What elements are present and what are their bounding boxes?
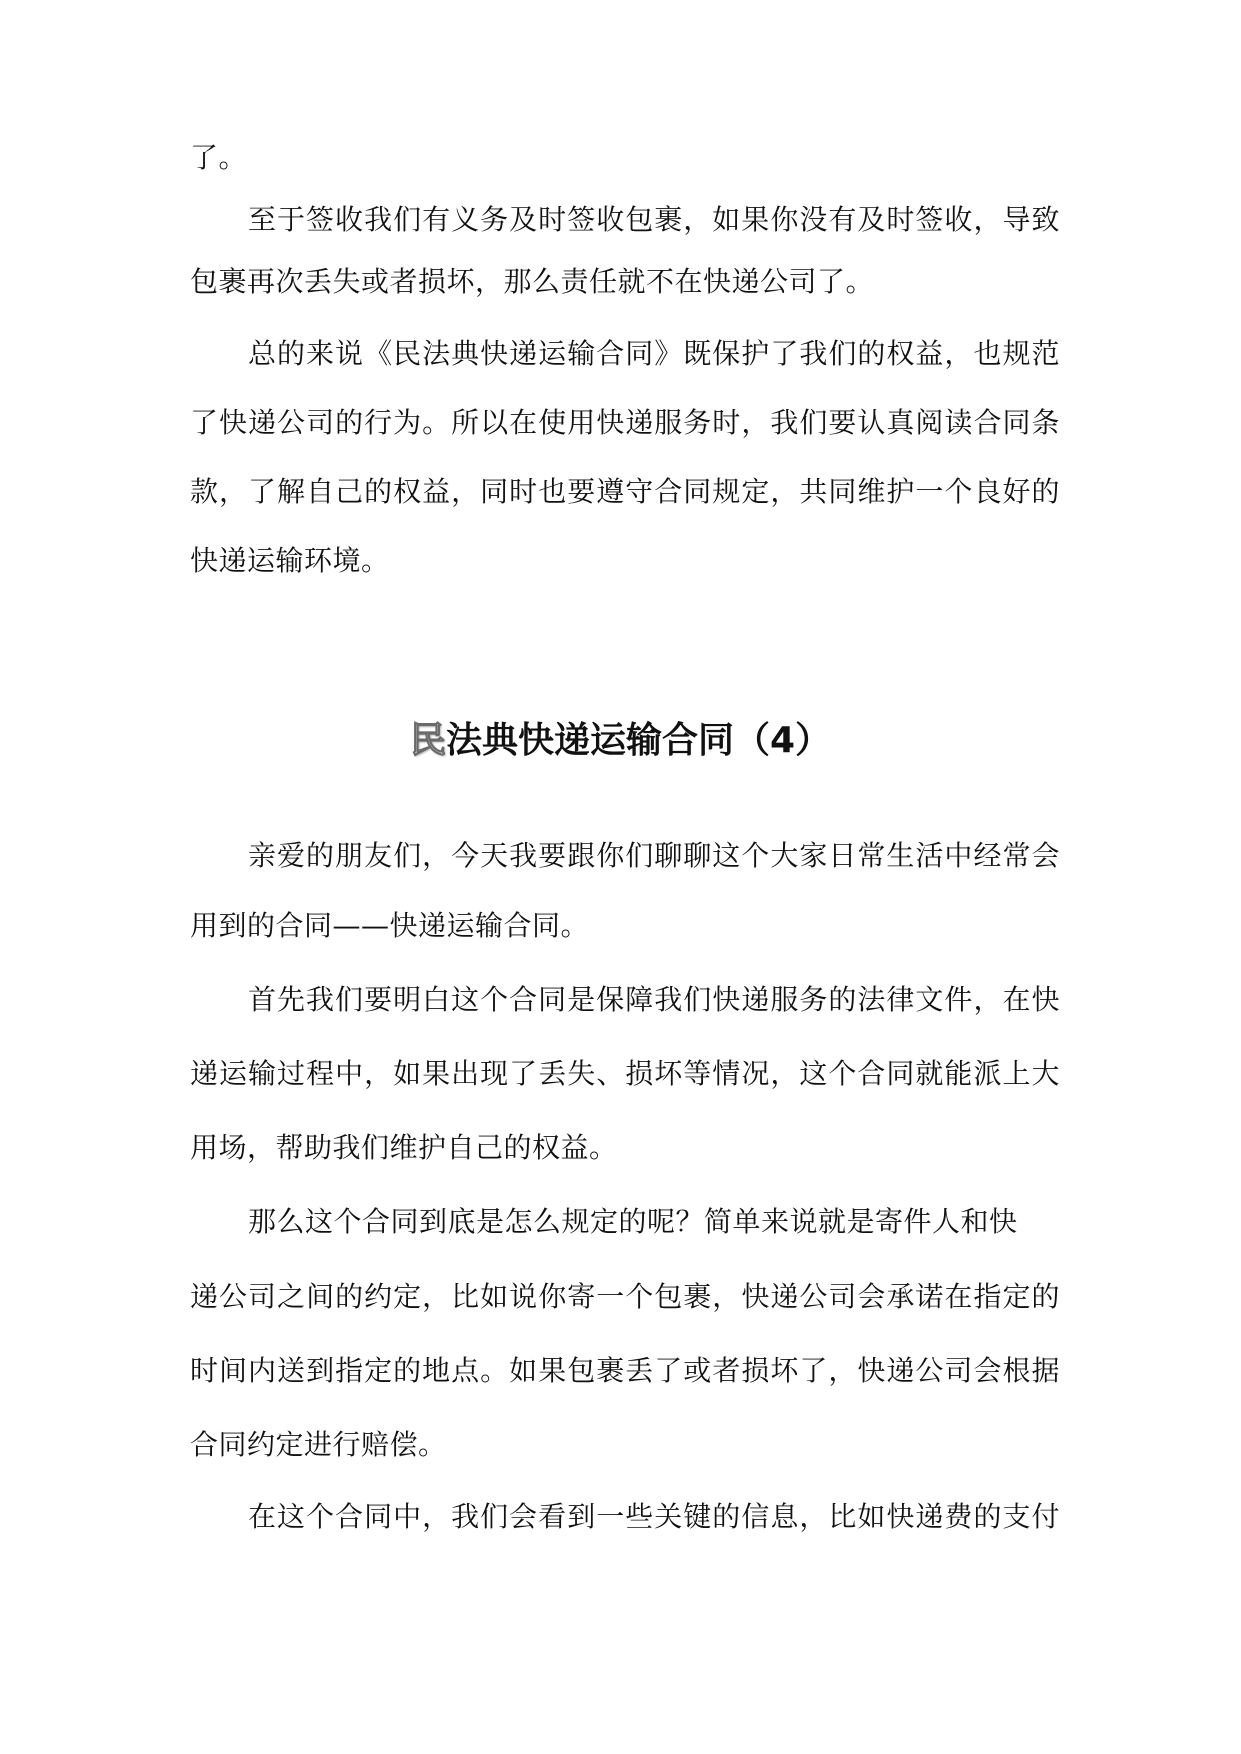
paragraph-line: 合同约定进行赔偿。 bbox=[190, 1428, 447, 1461]
paragraph-line: 在这个合同中，我们会看到一些关键的信息，比如快递费的支付 bbox=[248, 1500, 1060, 1533]
paragraph-line: 递运输过程中，如果出现了丢失、损坏等情况，这个合同就能派上大 bbox=[190, 1057, 1060, 1090]
section-heading bbox=[0, 719, 1241, 763]
paragraph-line: 至于签收我们有义务及时签收包裹，如果你没有及时签收，导致 bbox=[248, 203, 1060, 236]
paragraph-line: 递公司之间的约定，比如说你寄一个包裹，快递公司会承诺在指定的 bbox=[190, 1280, 1060, 1313]
paragraph-line: 亲爱的朋友们，今天我要跟你们聊聊这个大家日常生活中经常会 bbox=[248, 839, 1060, 872]
paragraph-line: 包裹再次丢失或者损坏，那么责任就不在快递公司了。 bbox=[190, 265, 875, 298]
paragraph-line: 款，了解自己的权益，同时也要遵守合同规定，共同维护一个良好的 bbox=[190, 475, 1060, 508]
paragraph-line: 用场，帮助我们维护自己的权益。 bbox=[190, 1131, 618, 1164]
paragraph-line: 那么这个合同到底是怎么规定的呢？简单来说就是寄件人和快 bbox=[248, 1205, 1018, 1238]
paragraph-line: 时间内送到指定的地点。如果包裹丢了或者损坏了，快递公司会根据 bbox=[190, 1354, 1060, 1387]
paragraph-line: 快递运输环境。 bbox=[190, 544, 390, 577]
heading-text: 法典快递运输合同（4） bbox=[445, 720, 832, 761]
paragraph-line: 用到的合同——快递运输合同。 bbox=[190, 909, 590, 942]
paragraph-line: 了快递公司的行为。所以在使用快递服务时，我们要认真阅读合同条 bbox=[190, 406, 1060, 439]
paragraph-line: 总的来说《民法典快递运输合同》既保护了我们的权益，也规范 bbox=[248, 337, 1060, 370]
paragraph-line: 首先我们要明白这个合同是保障我们快递服务的法律文件，在快 bbox=[248, 983, 1060, 1016]
paragraph-line: 了。 bbox=[190, 141, 248, 174]
heading-first-char: 民 bbox=[409, 720, 446, 761]
